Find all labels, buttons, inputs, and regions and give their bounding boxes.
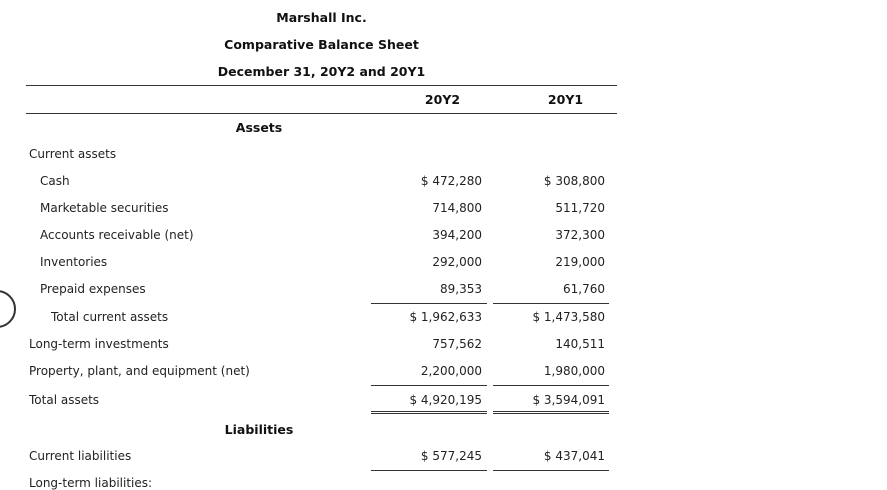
total-assets-double-rule-20y1 (493, 411, 609, 414)
accounts-receivable-20y2: 394,200 (432, 228, 482, 242)
inventories-20y2: 292,000 (432, 255, 482, 269)
row-label-cash: Cash (40, 174, 70, 188)
long-term-investments-20y1: 140,511 (555, 337, 605, 351)
row-label-long-term-investments: Long-term investments (29, 337, 169, 351)
scroll-handle-circle[interactable] (0, 290, 16, 328)
section-liabilities: Liabilities (224, 422, 294, 437)
subtotal-rule-20y2 (371, 303, 487, 304)
row-label-accounts-receivable: Accounts receivable (net) (40, 228, 194, 242)
statement-date: December 31, 20Y2 and 20Y1 (217, 64, 426, 79)
long-term-investments-20y2: 757,562 (432, 337, 482, 351)
total-current-assets-20y2: $ 1,962,633 (409, 310, 482, 324)
marketable-securities-20y2: 714,800 (432, 201, 482, 215)
section-assets: Assets (235, 120, 283, 135)
row-label-total-assets: Total assets (29, 393, 100, 407)
subtotal-rule-20y1 (493, 303, 609, 304)
column-header-20y1: 20Y1 (547, 92, 584, 107)
row-label-property-plant-equipment: Property, plant, and equipment (net) (29, 364, 250, 378)
total-current-assets-20y1: $ 1,473,580 (532, 310, 605, 324)
total-assets-20y2: $ 4,920,195 (409, 393, 482, 407)
column-header-20y2: 20Y2 (424, 92, 461, 107)
row-label-current-liabilities: Current liabilities (29, 449, 132, 463)
current-liabilities-20y1: $ 437,041 (543, 449, 605, 463)
statement-title: Comparative Balance Sheet (224, 37, 419, 52)
header-top-rule (26, 85, 617, 86)
row-label-total-current-assets: Total current assets (51, 310, 169, 324)
accounts-receivable-20y1: 372,300 (555, 228, 605, 242)
total-assets-top-rule-20y2 (371, 385, 487, 386)
total-assets-20y1: $ 3,594,091 (532, 393, 605, 407)
row-label-marketable-securities: Marketable securities (40, 201, 169, 215)
property-plant-equipment-20y2: 2,200,000 (420, 364, 482, 378)
marketable-securities-20y1: 511,720 (555, 201, 605, 215)
row-label-prepaid-expenses: Prepaid expenses (40, 282, 146, 296)
row-label-current-assets: Current assets (29, 147, 117, 161)
current-liabilities-20y2: $ 577,245 (420, 449, 482, 463)
row-label-long-term-liabilities: Long-term liabilities: (29, 476, 153, 490)
prepaid-expenses-20y2: 89,353 (440, 282, 482, 296)
row-label-inventories: Inventories (40, 255, 108, 269)
inventories-20y1: 219,000 (555, 255, 605, 269)
current-liabilities-rule-20y2 (371, 470, 487, 471)
cash-20y2: $ 472,280 (420, 174, 482, 188)
header-bottom-rule (26, 113, 617, 114)
cash-20y1: $ 308,800 (543, 174, 605, 188)
prepaid-expenses-20y1: 61,760 (563, 282, 605, 296)
total-assets-double-rule-20y2 (371, 411, 487, 414)
current-liabilities-rule-20y1 (493, 470, 609, 471)
total-assets-top-rule-20y1 (493, 385, 609, 386)
company-name: Marshall Inc. (276, 10, 367, 25)
property-plant-equipment-20y1: 1,980,000 (543, 364, 605, 378)
